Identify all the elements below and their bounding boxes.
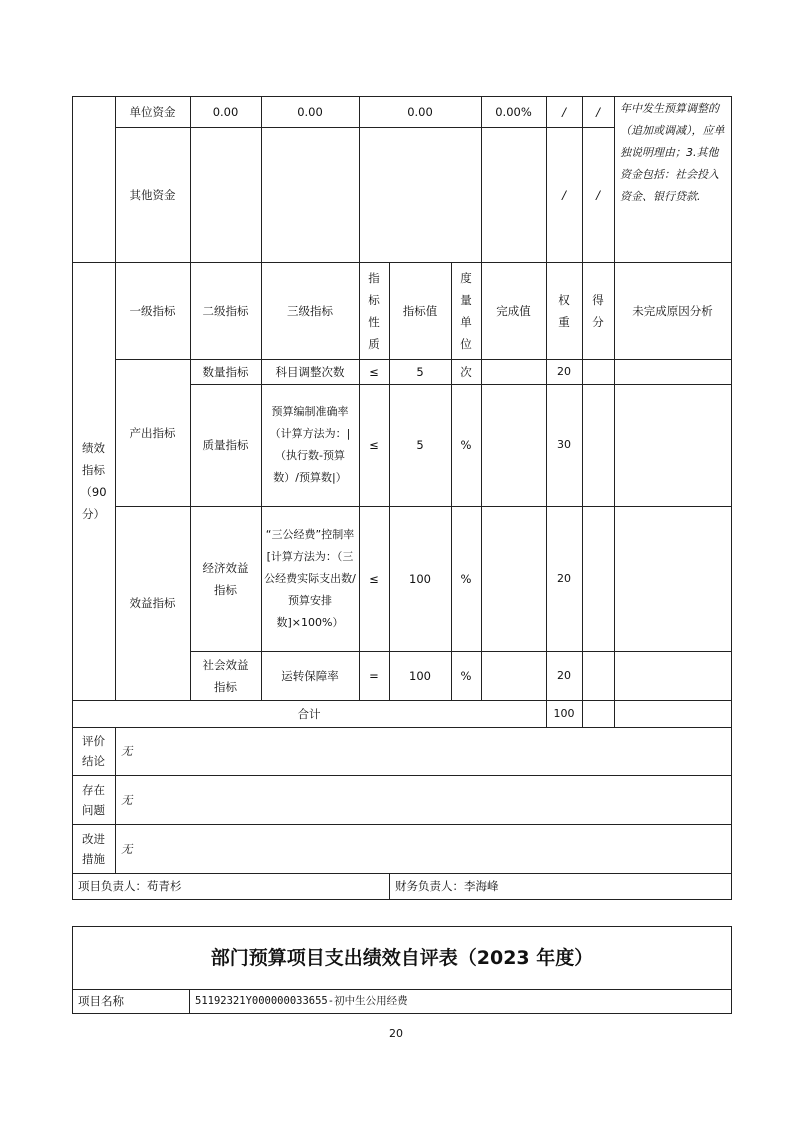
indicator-completed	[481, 506, 546, 651]
indicator-value: 5	[416, 438, 424, 452]
project-lead: 项目负责人：苟青杉	[78, 879, 182, 893]
funds-cell	[190, 127, 261, 262]
funds-cell: 0.00	[407, 104, 433, 119]
section-label	[72, 262, 115, 700]
indicator-score	[582, 506, 614, 651]
funds-row-label: 其他资金	[129, 187, 176, 202]
indicator-level3: 运转保障率	[281, 668, 339, 683]
indicator-value: 100	[409, 668, 431, 683]
indicator-reason	[614, 651, 731, 700]
header-level1: 一级指标	[129, 303, 176, 318]
header-unit	[451, 262, 481, 359]
header-reason: 未完成原因分析	[632, 303, 713, 318]
remark-label	[72, 727, 115, 775]
remark-value: 无	[121, 792, 133, 807]
section-label-text: 绩效指标（90分）	[80, 441, 107, 521]
funds-cell: 0.00	[297, 104, 323, 119]
funds-cell	[261, 127, 359, 262]
funds-cell: 0.00	[212, 104, 239, 119]
finance-lead: 财务负责人：李海峰	[395, 879, 499, 893]
header-level2: 二级指标	[202, 303, 249, 318]
indicator-unit: %	[460, 571, 472, 586]
indicator-nature: ≤	[369, 571, 379, 586]
indicator-level2: 经济效益指标	[202, 560, 249, 597]
indicator-level2: 数量指标	[202, 364, 249, 379]
header-completed: 完成值	[496, 303, 531, 318]
remark-label-text: 评价结论	[82, 734, 105, 768]
header-nature	[359, 262, 389, 359]
indicator-completed	[481, 384, 546, 506]
project-name-label: 项目名称	[78, 994, 124, 1008]
total-reason	[614, 700, 731, 727]
indicator-unit: %	[460, 438, 472, 452]
indicator-nature: ≤	[369, 438, 379, 452]
indicator-level2: 社会效益指标	[202, 657, 249, 694]
indicator-reason	[614, 506, 731, 651]
indicator-score	[582, 384, 614, 506]
indicator-score	[582, 651, 614, 700]
funds-cell: /	[596, 187, 600, 202]
group-benefit: 效益指标	[129, 596, 176, 610]
indicator-weight: 20	[557, 571, 571, 585]
remark-label-text: 改进措施	[82, 831, 105, 866]
funds-cell	[359, 127, 481, 262]
indicator-level3: “三公经费”控制率[计算方法为：（三公经费实际支出数/预算安排数]×100%）	[264, 527, 356, 629]
group-output: 产出指标	[129, 425, 176, 440]
indicator-level3: 科目调整次数	[275, 364, 345, 379]
total-score	[582, 700, 614, 727]
indicator-unit: %	[460, 668, 472, 683]
remark-label-text: 存在问题	[82, 782, 105, 817]
funds-cell: /	[596, 104, 600, 119]
header-score	[582, 262, 614, 359]
header-unit-text: 度量单位	[460, 270, 472, 351]
header-level3: 三级指标	[287, 303, 333, 318]
indicator-weight: 20	[557, 364, 571, 378]
indicator-unit: 次	[460, 364, 472, 379]
funds-cell: /	[562, 187, 566, 202]
funds-cell: /	[562, 104, 566, 119]
indicator-score	[582, 359, 614, 384]
funds-cell: 0.00%	[495, 104, 532, 119]
remark-label	[72, 775, 115, 824]
indicator-level3: 预算编制准确率（计算方法为：|（执行数-预算数）/预算数|）	[269, 405, 351, 484]
remark-value: 无	[121, 841, 133, 856]
funds-row-label: 单位资金	[129, 104, 176, 119]
indicator-reason	[614, 359, 731, 384]
header-weight-text: 权重	[558, 292, 570, 329]
indicator-reason	[614, 384, 731, 506]
indicator-nature: ≤	[369, 364, 379, 379]
header-score-text: 得分	[592, 292, 604, 329]
indicator-value: 100	[409, 571, 431, 586]
indicator-completed	[481, 651, 546, 700]
page-number: 20	[389, 1027, 403, 1040]
indicator-level2: 质量指标	[202, 438, 249, 452]
indicator-weight: 30	[557, 438, 571, 451]
project-name-value: 51192321Y000000033655-初中生公用经费	[195, 995, 408, 1007]
funds-note: 年中发生预算调整的（追加或调减），应单独说明理由；3.其他资金包括：社会投入资金、银行贷款.	[620, 102, 725, 203]
remark-label	[72, 824, 115, 873]
header-nature-text: 指标性质	[368, 270, 380, 351]
indicator-nature: =	[369, 668, 379, 683]
indicator-value: 5	[416, 364, 424, 379]
next-table-title: 部门预算项目支出绩效自评表（2023 年度）	[210, 946, 594, 969]
total-label: 合计	[297, 706, 321, 721]
header-value: 指标值	[402, 303, 438, 318]
header-weight	[546, 262, 582, 359]
total-weight: 100	[553, 706, 575, 720]
indicator-weight: 20	[557, 668, 571, 682]
indicator-completed	[481, 359, 546, 384]
funds-cell	[481, 127, 546, 262]
remark-value: 无	[121, 744, 133, 758]
